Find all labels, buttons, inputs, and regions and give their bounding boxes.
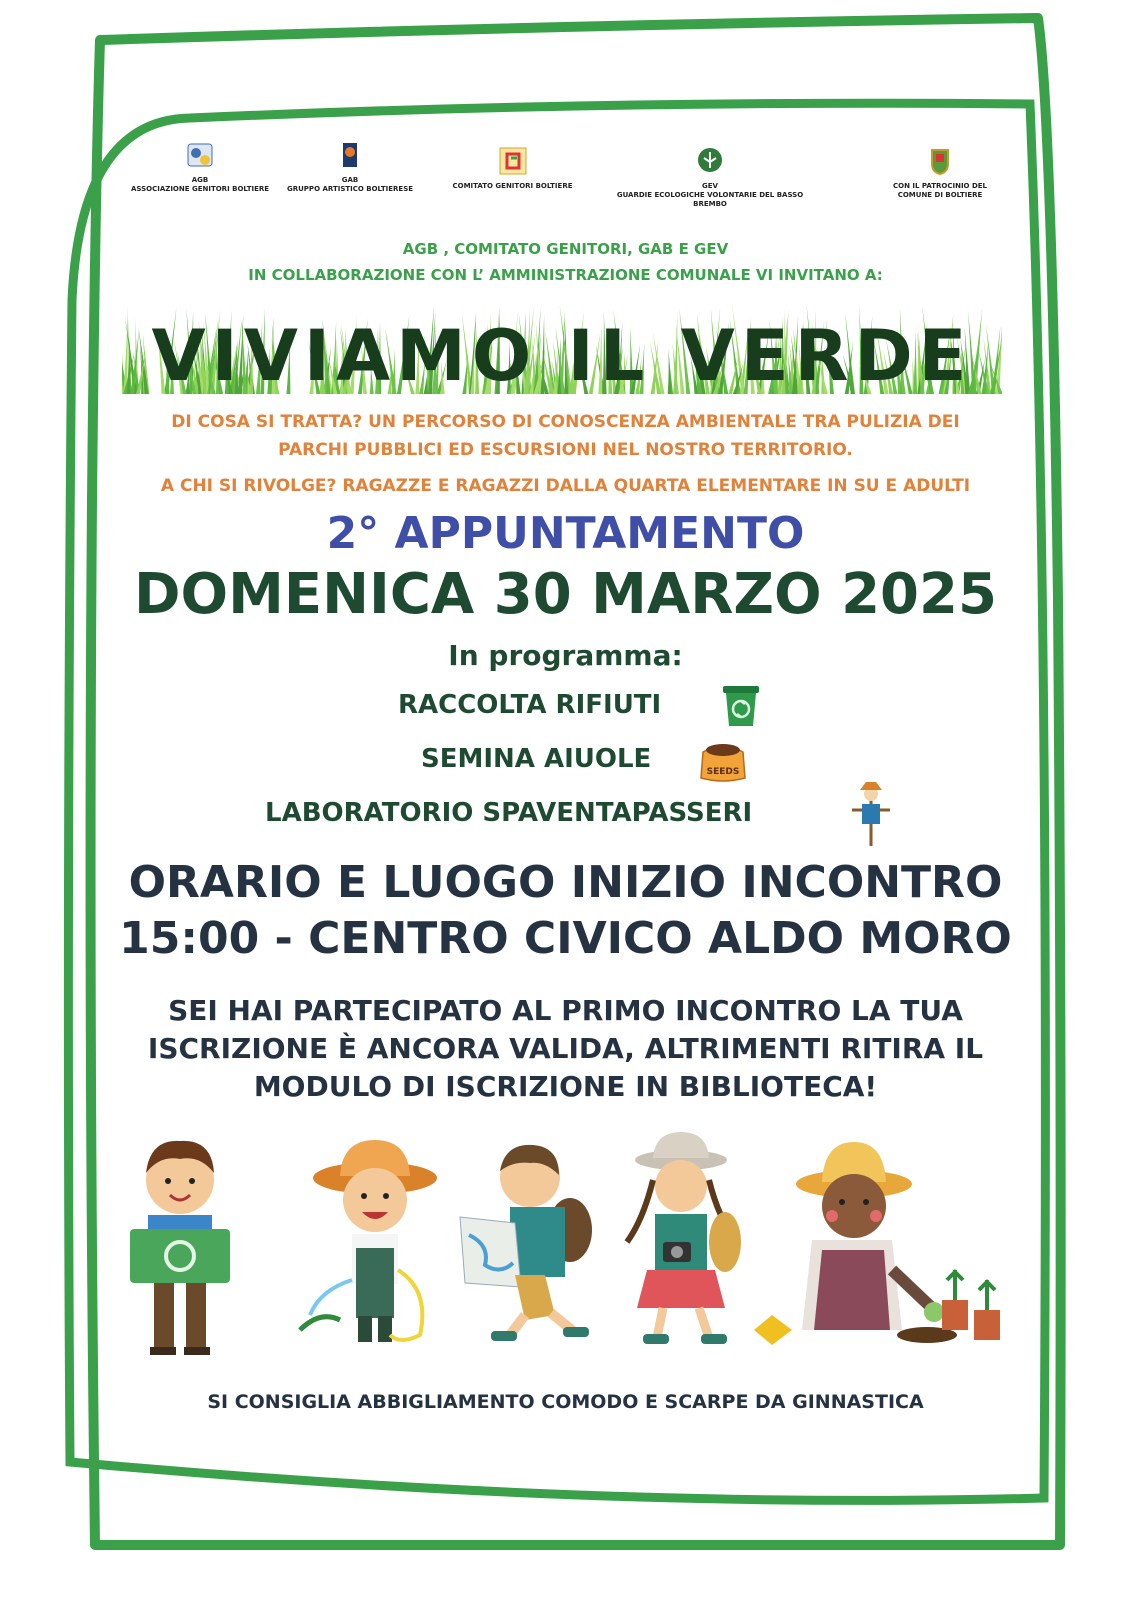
program-item-scarecrow: LABORATORIO SPAVENTAPASSERI [265, 798, 753, 828]
kid-recycling-illustration [120, 1125, 240, 1360]
seeds-label: SEEDS [706, 767, 740, 777]
event-title: VIVIAMO IL VERDE [151, 315, 973, 397]
schedule-time-place: 15:00 - CENTRO CIVICO ALDO MORO [119, 913, 1012, 964]
logo-gab-name: GAB [341, 176, 359, 184]
description [0, 408, 1131, 464]
logo-gab [280, 140, 420, 194]
logo-comitato-caption: COMITATO GENITORI BOLTIERE [452, 182, 573, 190]
logo-gab-caption: GRUPPO ARTISTICO BOLTIERESE [286, 185, 414, 193]
event-date: DOMENICA 30 MARZO 2025 [134, 562, 997, 627]
kid-map-illustration [455, 1135, 600, 1350]
kid-camera-illustration [613, 1130, 748, 1355]
description-line-1: DI COSA SI TRATTA? UN PERCORSO DI CONOSCENZA AMBIENTALE TRA PULIZIA DEI [171, 412, 960, 432]
appointment-label: 2° APPUNTAMENTO [326, 508, 805, 559]
comitato-logo-icon [497, 146, 529, 176]
registration-note [0, 992, 1131, 1106]
registration-line-2: ISCRIZIONE È ANCORA VALIDA, ALTRIMENTI RITIRA IL [147, 1032, 984, 1065]
audience-text: A CHI SI RIVOLGE? RAGAZZE E RAGAZZI DALLA QUARTA ELEMENTARE IN SU E ADULTI [160, 476, 971, 496]
program-item-sowing: SEMINA AIUOLE [421, 744, 652, 774]
logo-comune [880, 146, 1000, 200]
program-heading: In programma: [448, 639, 683, 672]
comune-crest-icon [924, 146, 956, 176]
recycle-bin-icon [720, 682, 762, 728]
logo-agb-name: AGB [191, 176, 209, 184]
kid-planting-illustration [752, 1130, 1007, 1355]
title-banner [122, 302, 1002, 397]
program-item-waste: RACCOLTA RIFIUTI [398, 690, 662, 720]
gev-logo-icon [694, 146, 726, 176]
intro-line-2: IN COLLABORAZIONE CON L’ AMMINISTRAZIONE COMUNALE VI INVITANO A: [248, 266, 883, 284]
gab-logo-icon [334, 140, 366, 170]
registration-line-1: SEI HAI PARTECIPATO AL PRIMO INCONTRO LA TUA [168, 994, 963, 1027]
intro-line-1: AGB , COMITATO GENITORI, GAB E GEV [402, 240, 729, 258]
logo-gev [600, 146, 820, 209]
footer-advice: SI CONSIGLIA ABBIGLIAMENTO COMODO E SCARPE DA GINNASTICA [207, 1391, 924, 1413]
sponsor-logos [120, 140, 1020, 220]
registration-line-3: MODULO DI ISCRIZIONE IN BIBLIOTECA! [253, 1070, 878, 1103]
logo-gev-caption: GUARDIE ECOLOGICHE VOLONTARIE DEL BASSO BREMBO [616, 191, 804, 208]
logo-agb [120, 140, 280, 194]
logo-comitato [445, 146, 580, 191]
description-line-2: PARCHI PUBBLICI ED ESCURSIONI NEL NOSTRO TERRITORIO. [278, 440, 853, 460]
agb-logo-icon [184, 140, 216, 170]
logo-gev-name: GEV [702, 182, 718, 190]
logo-agb-caption: ASSOCIAZIONE GENITORI BOLTIERE [130, 185, 270, 193]
logo-comune-caption: CON IL PATROCINIO DEL COMUNE DI BOLTIERE [892, 182, 987, 199]
scarecrow-icon [848, 778, 894, 848]
schedule-heading: ORARIO E LUOGO INIZIO INCONTRO [128, 857, 1003, 908]
intro-text [0, 236, 1131, 288]
seeds-bag-icon [697, 738, 749, 784]
kid-watering-illustration [280, 1130, 450, 1355]
